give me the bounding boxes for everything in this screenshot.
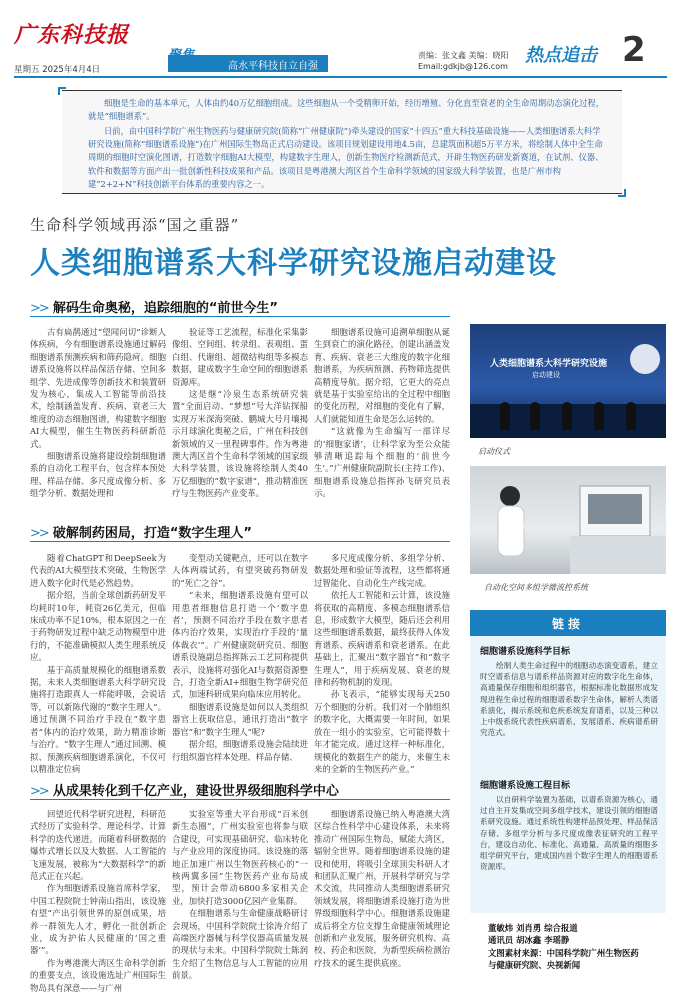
section-header <box>30 522 252 541</box>
section-header <box>30 297 278 316</box>
paragraph: 实验室等重大平台形成“百米创新生态圈”，广州实验室也将参与联合建设，可实现基础研究、临床转化与产业应用的深度协同。该设施的落地正加速广州以生物医药核心的“一核两翼多园”生物医药产业布局成型，预计会带动6800多家相关企业，加快打造3000亿园产业集群。 <box>172 809 308 906</box>
paragraph: 细胞谱系设施可追溯单细胞从诞生到衰亡的演化路径，创建出涵盖发育、疾病、衰老三大维度的数字化细胞谱系，为疾病预测、药物筛选提供高精度导航。据介绍，它更大的亮点就是基于实验室给出的全过程中细胞的变化历程，对细胞的变化有了解，人们就能知道生命是怎么运转的。 <box>314 327 450 424</box>
double-chevron-icon: >> <box>30 526 48 541</box>
editor-email: Email:gdkjb@126.com <box>418 62 508 71</box>
text-column <box>172 808 308 982</box>
slogan-text: 高水平科技自立自强 <box>228 61 318 72</box>
text-column <box>314 808 450 969</box>
person-silhouette <box>530 402 540 430</box>
text-column <box>314 552 450 775</box>
credit-line: 董敏炜 刘肖勇 综合报道 <box>488 923 578 933</box>
editor-info <box>418 50 509 72</box>
credit-line: 文图素材来源：中国科学院广州生物医药 <box>488 947 639 958</box>
paragraph: 古有扁鹊通过“望闻问切”诊断人体疾病，今有细胞谱系设施通过解码细胞谱系预测疾病和筛药隐疴。细胞谱系设施将以样品保活存储、空间多组学、先进成像等创新技术和装置研发为核心，集成人工智能等前沿技术，绘制涵盖发育、疾病、衰老三大维度的动态细胞图谱，构建数字细胞AI大模型，催生生物医药科研新范式。 <box>30 327 166 449</box>
sidebar-item-title: 细胞谱系设施工程目标 <box>480 781 571 791</box>
paragraph: 细胞谱系设施已纳入粤港澳大湾区综合性科学中心建设体系，未来将推动广州国际生物岛，赋能大湾区，辐射全世界。随着细胞谱系设施的建设和使用，将吸引全球顶尖科研人才和团队汇聚广州，开展科学研究与学术交流，共同推动人类细胞谱系研究领域发展，将细胞谱系设施打造为世界级细胞科学中心。细胞谱系设施建成后将全方位支撑生命健康领域理论创新和产业发展，服务研究机构、高校、药企和医院，为新型疾病检测治疗技术的诞生提供底座。 <box>314 809 450 968</box>
section-rule <box>30 541 450 542</box>
person-silhouette <box>594 402 604 430</box>
paragraph: 验证等工艺流程，标准化采集影像组、空间组、转录组、表观组、蛋白组、代谢组、超微结构组等多模态数据，建成数字生命空间的细胞谱系资源库。 <box>172 327 308 387</box>
logo-emblem <box>630 344 660 374</box>
text-column <box>172 326 308 500</box>
section-title: 解码生命奥秘，追踪细胞的“前世今生” <box>52 301 278 316</box>
paragraph: 作为粤港澳大湾区生命科学创新的重要支点，该设施选址广州国际生物岛具有深意——与广州 <box>30 957 166 993</box>
paragraph: 多尺度成像分析、多组学分析、数据处理和验证等流程，这些都将通过智能化、自动化生产线完成。 <box>314 553 450 588</box>
backdrop-subtitle: 启动建设 <box>532 371 560 379</box>
credit-line: 通讯员 胡冰鑫 李瑶静 <box>488 935 570 946</box>
newspaper-logo: 广东科技报 <box>14 22 130 48</box>
double-chevron-icon: >> <box>30 301 48 316</box>
launch-ceremony-photo <box>470 324 666 438</box>
text-column <box>30 808 166 994</box>
backdrop-title: 人类细胞谱系大科学研究设施 <box>490 359 608 369</box>
paragraph: 变型动关键靶点，还可以在数字人体两端试药，有望突破药物研发的“死亡之谷”。 <box>172 553 308 588</box>
text-column <box>172 552 308 763</box>
article-subhead: 生命科学领域再添“国之重器” <box>30 216 240 234</box>
issue-date: 星期五 2025年4月4日 <box>14 65 101 75</box>
paragraph: 随着ChatGPT和DeepSeek为代表的AI大模型技术突破，生物医学进入数字化时代是必然趋势。 <box>30 553 166 588</box>
sidebar-header <box>470 610 666 636</box>
paragraph: 孙飞表示，“能够实现每天250万个细胞的分析。我们对一个肺组织的数字化，大概需要一年时间，如果放在一组小的实验室，它可能得数十年才能完成。通过这样一种标准化，规模化的数据生产的能力，来催生未来的全新的生物医药产业。” <box>314 689 450 774</box>
sidebar-heading: 链接 <box>551 617 584 631</box>
masthead <box>0 0 681 78</box>
section-header <box>30 780 339 799</box>
lead-paragraph: 细胞是生命的基本单元，人体由约40万亿细胞组成。这些细胞从一个受精卵开始，经历增殖、分化直至衰老的全生命周期动态演化过程，就是“细胞谱系”。 <box>88 98 605 122</box>
lab-microfluidic-photo <box>470 466 666 574</box>
text-column <box>30 326 166 500</box>
section-title: 从成果转化到千亿产业，建设世界级细胞科学中心 <box>52 784 339 799</box>
link-sidebar <box>470 610 666 913</box>
corner-mark <box>58 87 66 95</box>
paragraph: 这是继“冷泉生态系统研究装置”全面启动、“梦想”号大洋钻探船实现万米深海突破、鹏城大号月壤揭示月球演化奥秘之后，广州在科技创新领域的又一里程碑事件。作为粤港澳大湾区首个生命科学领域的国家级大科学装置，该设施将绘制人类40万亿细胞的“数字家谱”，推动精准医疗与生物医药产业变革。 <box>172 389 308 499</box>
paragraph: 细胞谱系设施将建设绘制细胞谱系的自动化工程平台，包含样本预处理、样品存储、多尺度成像分析、多组学分析、数据处理和 <box>30 451 166 499</box>
editor-names: 责编：张文鑫 美编：晓阳 <box>418 51 509 60</box>
paragraph: 细胞谱系设施是如何以人类组织器官上获取信息，通讯打造出“数字器官”和“数字生理人”呢? <box>172 701 308 737</box>
page-number: 2 <box>622 30 646 70</box>
double-chevron-icon: >> <box>30 784 48 799</box>
paragraph: 据介绍，细胞谱系设施会陆续进行组织器官样本处理、样品存储、 <box>172 739 308 762</box>
lab-scene-illustration <box>470 466 666 574</box>
masthead-rule <box>14 76 667 78</box>
paragraph: 回望近代科学研究进程，科研范式经历了实验科学、理论科学、计算科学的迭代递进。而随着科研数据的爆炸式增长以及大数据、人工智能的飞速发展，被称为“大数据科学”的新范式正在兴起。 <box>30 809 166 882</box>
photo-caption: 自动化空间多组学微流控系统 <box>484 583 588 592</box>
sidebar-item-title: 细胞谱系设施科学目标 <box>480 647 571 657</box>
paragraph: 作为细胞谱系设施首席科学家，中国工程院院士钟南山指出，该设施有望“产出引领世界的原创成果，培养一群领先人才，孵化一批创新企业，成为护佑人民健康的‘国之重器’”。 <box>30 883 166 956</box>
sidebar-item-text: 以自研科学装置为基础，以谱系资源为核心，通过自主开发集成空间多组学技术，建设引领的细胞谱系研究设施。通过系统性构建样品预处理、样品保活存储、多组学分析与多尺度成像表征研究的工程平台，建设自动化、标准化、高通量、高质量的细胞多组学研究平台，建成国内首个数字生理人的细胞谱系资源库。 <box>480 795 658 872</box>
paragraph: 基于高质量规模化的细胞谱系数据，未来人类细胞谱系大科学研究设施将打造跟真人一样能呼吸，会说话等，可以新陈代谢的“数字生理人”。通过预测不同治疗手段在“数字患者”体内的治疗效果，助力精准诊断与治疗。“数字生理人”通过回溯、模拟、预测疾病细胞谱系演化，不仅可以精准定位病 <box>30 664 166 774</box>
paragraph: “这就像为生命编写一部详尽的‘细胞家谱’，让科学家为至公众能够清晰追踪每个细胞的‘前世今生’。”广州健康院副院长(主持工作)、细胞谱系设施总指挥孙飞研究员表示。 <box>314 426 450 499</box>
paragraph: 在细胞谱系与生命健康战略研讨会现场，中国科学院院士徐涛介绍了高端医疗器械与科学仪器高质量发展的现状与未来。中国科学院院士陈润生介绍了生物信息与人工智能的应用前景。 <box>172 908 308 981</box>
section-title: 破解制药困局，打造“数字生理人” <box>52 526 252 541</box>
photo-caption: 启动仪式 <box>478 447 510 456</box>
sidebar-item-text: 绘制人类生命过程中的细胞动态演变谱系，建立时空谱系信息与谱系样品资源对应的数字化生命体，高通量保存细胞和组织器官，根据标准化数据形成发现进程生命过程的细胞谱系数字生命体，解析人类谱系演化，揭示系统和危疾系统发育谱系，以及三种以上中级系统代表性疾病谱系，发展谱系、疾病谱系研究范式。 <box>480 661 658 738</box>
corner-mark <box>618 189 626 197</box>
column-title: 热点追击 <box>525 45 597 66</box>
text-column <box>30 552 166 775</box>
lead-paragraph: 日前，由中国科学院广州生物医药与健康研究院(简称“广州健康院”)牵头建设的国家“十四五”重大科技基础设施——人类细胞谱系大科学研究设施(简称“细胞谱系设施”)在广州国际生物岛正式启动建设。该项目规划建设用地4.5亩，总建筑面积超5万平方米，将绘制人体中全生命周期的细胞时空演化图谱，打造数字细胞AI大模型，构建数字生理人，创新生物医疗检测新范式，开辟生物医药研发新赛道，在试剂、仪器、软件和数据等方面产出一批创新性科技成果和产品。该项目是粤港澳大湾区首个生命科学领域的国家级大科学装置，也是广州市构建“2+2+N”科技创新平台体系的重要内容之一。 <box>88 126 604 189</box>
person-silhouette <box>562 402 572 430</box>
section-rule <box>30 316 450 317</box>
person-silhouette <box>626 402 636 430</box>
paragraph: 据介绍，当前全球创新药研发平均耗时10年，耗资26亿美元，但临床成功率不足10%，根本原因之一在于药物研发过程中缺乏动物模型中进行的，不能准确模拟人类生理系统反应。 <box>30 590 166 663</box>
lead-box <box>62 90 622 194</box>
article-headline: 人类细胞谱系大科学研究设施启动建设 <box>30 246 557 281</box>
byline-credits <box>488 922 639 972</box>
section-rule <box>30 799 450 800</box>
text-column <box>314 326 450 500</box>
paragraph: “未来，细胞谱系设施有望可以用患者细胞信息打造一个‘数字患者’，预测不同治疗手段在数字患者体内治疗效果，实现治疗手段的‘量体裁衣’”。广州健康院研究员、细胞谱系设施副总指挥陈云工艺同称提供表示，设施将对强化AI与数据资源整合，打造全新AI+细胞生物学研究范式，加速科研成果向临床应用转化。 <box>172 590 308 700</box>
person-silhouette <box>500 402 510 430</box>
credit-line: 与健康研究院、央视新闻 <box>488 960 581 971</box>
paragraph: 依托人工智能和云计算，该设施将获取的高精度、多模态细胞谱系信息，形成数字大模型，随后还会利用这些细胞谱系数据，最终获得人体发育谱系、疾病谱系和衰老谱系。在此基础上，汇聚出“数字器官”和“数字生理人”，用于疾病发展、衰老的规律和药物机制的发现。 <box>314 590 450 688</box>
